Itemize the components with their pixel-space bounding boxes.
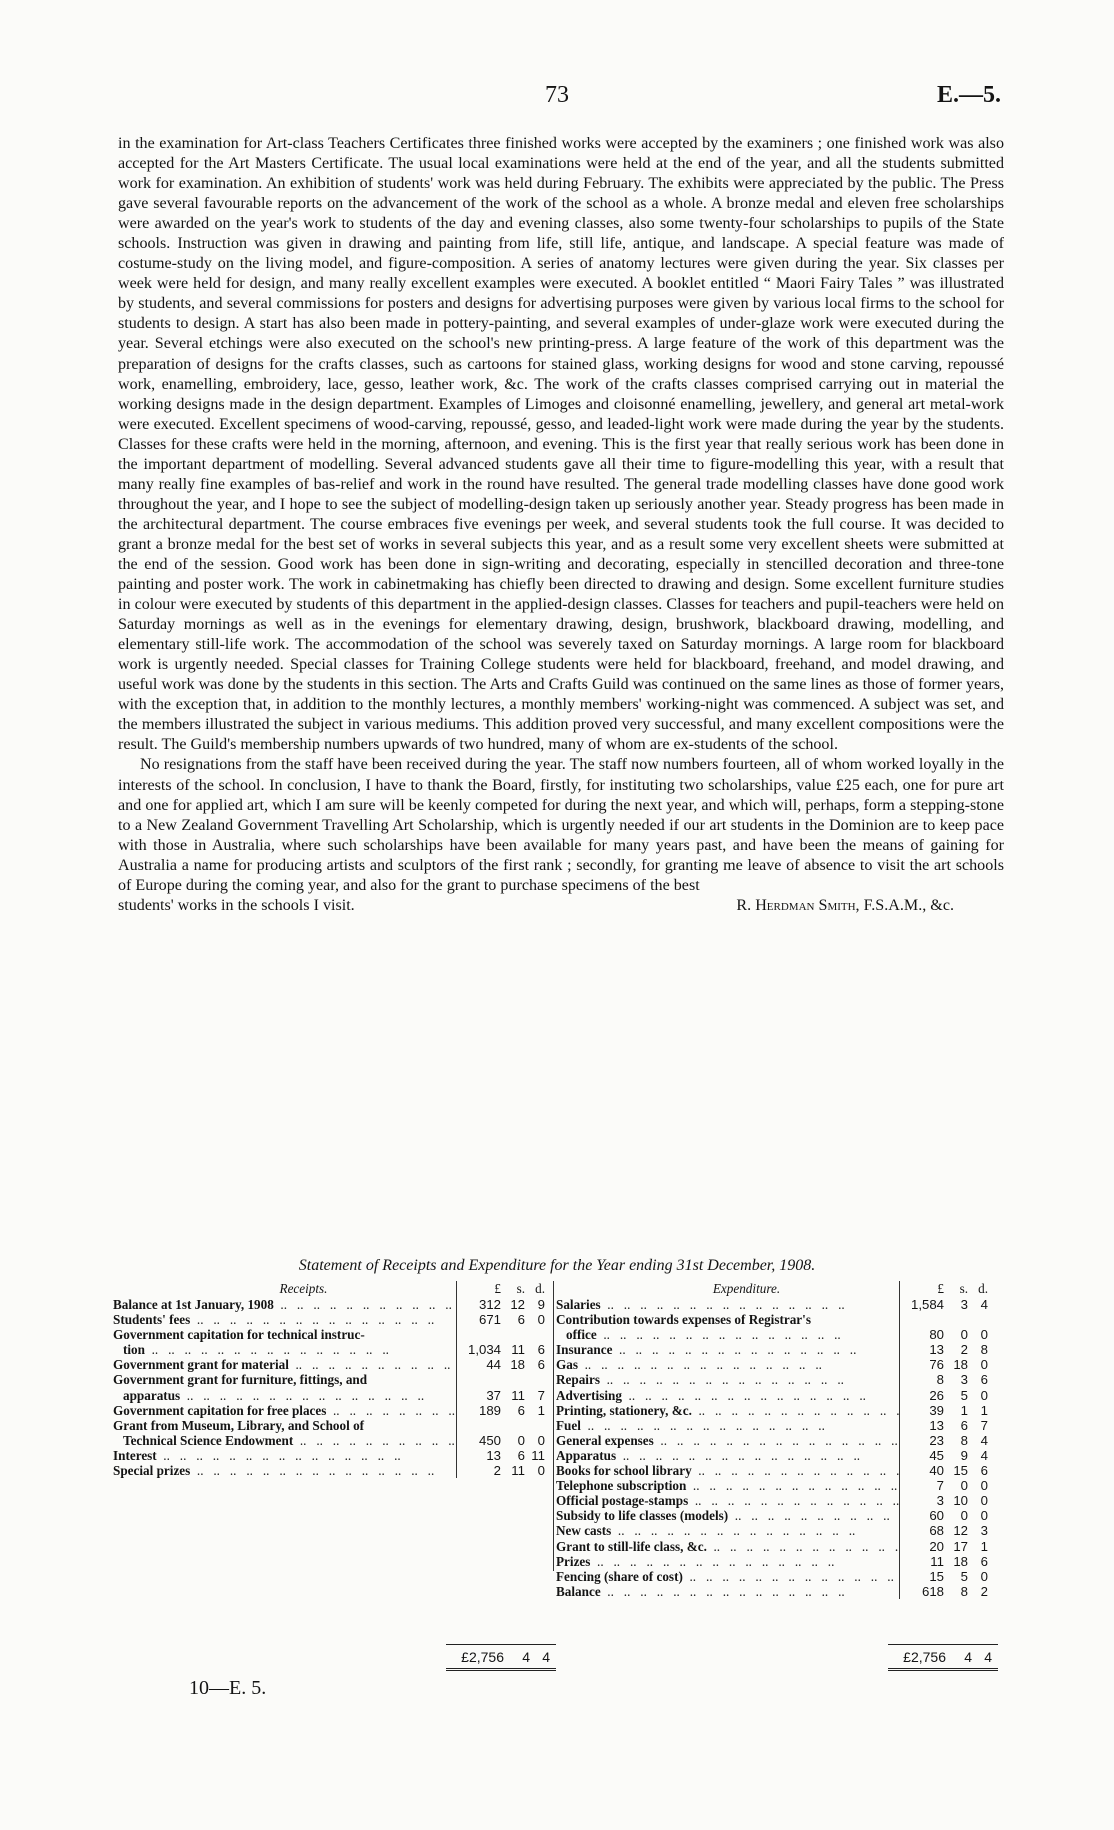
amount-shillings: 3 <box>960 1372 968 1388</box>
amount-shillings: 6 <box>517 1312 525 1328</box>
amount-pence <box>968 1312 988 1327</box>
table-row <box>111 1463 551 1478</box>
row-label: Salaries .. <box>554 1297 899 1312</box>
row-label: tion .. <box>111 1342 456 1357</box>
receipts-table <box>111 1281 551 1478</box>
table-row <box>111 1327 551 1342</box>
row-label: Subsidy to life classes (models) .. <box>554 1508 899 1523</box>
signature-credentials: F.S.A.M., &c. <box>863 896 954 914</box>
table-row <box>554 1508 994 1523</box>
amount-pence: 4 <box>980 1447 988 1463</box>
amount-pounds: 3 <box>936 1493 944 1509</box>
row-label: Balance at 1st January, 1908 .. <box>111 1297 456 1312</box>
row-label: Books for school library .. <box>554 1463 899 1478</box>
row-label: Contribution towards expenses of Registrar's <box>556 1312 811 1328</box>
amount-pounds: 68 <box>929 1523 944 1539</box>
amount-pence: 3 <box>980 1523 988 1539</box>
amount-pounds: 23 <box>929 1432 944 1448</box>
amount-shillings: 17 <box>953 1538 968 1554</box>
table-row <box>554 1418 994 1433</box>
amount-pounds: 37 <box>486 1387 501 1403</box>
row-label: Insurance .. <box>554 1342 899 1357</box>
row-label: Government capitation for technical instruc- <box>113 1327 365 1343</box>
table-row <box>111 1403 551 1418</box>
amount-shillings <box>501 1418 525 1433</box>
amount-pounds <box>457 1327 501 1342</box>
amount-pence: 2 <box>980 1583 988 1599</box>
paragraph: in the examination for Art-class Teachers Certificates three finished works were accepted by the examiners ; one finished work was also accepted for the Art Masters Certificate. The usual local examinations were held at the end of the year, and all the students submitted work for examination. An exhibition of students' work was held during February. The exhibits were appreciated by the public. The Press gave several favourable reports on the advancement of the work of the school as a whole. A bronze medal and eleven free scholarships were awarded on the year's work to students of the day and evening classes, also some twenty-four scholarships to pupils of the State schools. Instruction was given in drawing and painting from life, still life, antique, and landscape. A special feature was made of costume-study on the living model, and figure-composition. A series of anatomy lectures were given during the year. Six classes per week were held for design, and many really excellent examples were executed. A booklet entitled “ Maori Fairy Tales ” was illustrated by students, and several commissions for posters and designs for advertising purposes were given by various local firms to the school for students to design. A start has also been made in pottery-painting, and several examples of under-glaze work were executed during the year. Several etchings were also executed on the school's new printing-press. A large feature of the work of this department was the preparation of designs for the crafts classes, such as cartoons for stained glass, working designs for wood and stone carving, repoussé work, enamelling, embroidery, lace, gesso, leather work, &c. The work of the crafts classes comprised carrying out in material the working designs made in the design department. Examples of Limoges and cloisonné enamelling, jewellery, and general art metal-work were executed. Excellent specimens of wood-carving, repoussé, gesso, and leaded-light work were made during the year by the students. Classes for these crafts were held in the morning, afternoon, and evening. This is the first year that really serious work has been done in the important department of modelling. Several advanced students gave all their time to figure-modelling this year, with a result that many really fine examples of bas-relief and work in the round have resulted. The general trade modelling classes have done good work throughout the year, and I hope to see the subject of modelling-design taken up seriously another year. Steady progress has been made in the architectural department. The course embraces five evenings per week, and several students took the full course. It was decided to grant a bronze medal for the best set of works in several subjects this year, and as a result some very excellent sheets were submitted at the end of the session. Good work has been done in sign-writing and decorating, especially in stencilled decoration and three-tone painting and poster work. The work in cabinetmaking has chiefly been directed to drawing and design. Some excellent furniture studies in colour were executed by students of this department in the applied-design classes. Classes for teachers and pupil-teachers were held on Saturday mornings as well as in the evenings for elementary drawing, design, brushwork, blackboard drawing, modelling, and elementary still-life work. The accommodation of the school was severely taxed on Saturday mornings. A large room for blackboard work is urgently needed. Special classes for Training College students were held for blackboard, freehand, and model drawing, and useful work was done by the students in this section. The Arts and Crafts Guild was continued on the same lines as those of former years, with the exception that, in addition to the monthly lectures, a monthly members' working-night was commenced. A subject was set, and the members illustrated the subject in various mediums. This addition proved very successful, and many excellent compositions were the result. The Guild's membership numbers upwards of two hundred, many of whom are ex-students of the school. <box>118 135 1004 754</box>
amount-shillings: 11 <box>511 1463 525 1479</box>
closing-signature-row <box>118 896 954 916</box>
amount-shillings: 5 <box>960 1387 968 1403</box>
amount-shillings: 6 <box>517 1447 525 1463</box>
table-row <box>554 1463 994 1478</box>
row-label: Fencing (share of cost) .. <box>554 1569 899 1584</box>
table-row <box>554 1357 994 1372</box>
amount-pounds: 26 <box>929 1387 944 1403</box>
amount-shillings: 18 <box>953 1553 968 1569</box>
row-label: apparatus .. <box>111 1388 456 1403</box>
row-label: Government capitation for free places .. <box>111 1403 456 1418</box>
row-label: General expenses .. <box>554 1433 899 1448</box>
table-row <box>554 1388 994 1403</box>
expenditure-heading: Expenditure. <box>712 1281 781 1296</box>
amount-pence: 7 <box>537 1387 545 1403</box>
row-label: Repairs .. <box>554 1372 899 1387</box>
amount-pence: 6 <box>980 1553 988 1569</box>
row-label: Government grant for material .. <box>111 1357 456 1372</box>
amount-pence: 0 <box>537 1432 545 1448</box>
row-label: Prizes .. <box>554 1554 899 1569</box>
table-row <box>111 1297 551 1312</box>
table-row <box>111 1357 551 1372</box>
amount-pounds: 20 <box>929 1538 944 1554</box>
amount-pence: 4 <box>980 1297 988 1312</box>
amount-pence <box>525 1418 545 1433</box>
row-label: Apparatus .. <box>554 1448 899 1463</box>
table-row <box>111 1342 551 1357</box>
row-label: Official postage-stamps .. <box>554 1493 899 1508</box>
amount-shillings: 8 <box>960 1432 968 1448</box>
amount-pence <box>525 1372 545 1387</box>
table-row <box>111 1388 551 1403</box>
amount-shillings: 12 <box>953 1523 968 1539</box>
amount-shillings: 0 <box>960 1327 968 1343</box>
amount-pounds: 312 <box>478 1297 501 1312</box>
series-code: E.—5. <box>936 82 1001 108</box>
row-label: Technical Science Endowment .. <box>111 1433 456 1448</box>
amount-pounds <box>457 1418 501 1433</box>
row-label: Students' fees .. <box>111 1312 456 1327</box>
amount-pounds: 39 <box>929 1402 944 1418</box>
amount-pence: 0 <box>980 1357 988 1373</box>
row-label: Grant to still-life class, &c. .. <box>554 1539 899 1554</box>
table-row <box>554 1493 994 1508</box>
amount-pence: 6 <box>980 1463 988 1479</box>
table-row <box>554 1523 994 1538</box>
amount-pounds: 450 <box>478 1432 501 1448</box>
amount-pounds: 1,034 <box>467 1342 501 1358</box>
amount-shillings: 8 <box>960 1583 968 1599</box>
row-label: Interest .. <box>111 1448 456 1463</box>
receipts-rows <box>111 1297 551 1478</box>
amount-pence: 0 <box>537 1463 545 1479</box>
table-row <box>554 1372 994 1387</box>
table-row <box>111 1418 551 1433</box>
amount-pence: 1 <box>537 1402 545 1418</box>
amount-shillings: 0 <box>960 1478 968 1494</box>
amount-pounds <box>900 1312 944 1327</box>
amount-pence: 8 <box>980 1342 988 1358</box>
closing-line: students' works in the schools I visit. <box>118 896 355 914</box>
row-label: Grant from Museum, Library, and School of <box>113 1417 365 1433</box>
amount-pounds: 7 <box>936 1478 944 1494</box>
receipts-header: Receipts. £ s. d. <box>111 1281 551 1297</box>
amount-pounds: 618 <box>921 1583 944 1599</box>
row-label: Printing, stationery, &c. .. <box>554 1403 899 1418</box>
amount-pence: 9 <box>537 1297 545 1312</box>
amount-pence: 0 <box>980 1387 988 1403</box>
amount-pounds: 2 <box>493 1463 501 1479</box>
amount-pence: 6 <box>537 1357 545 1373</box>
row-label: New casts .. <box>554 1523 899 1538</box>
amount-shillings <box>944 1312 968 1327</box>
table-row <box>554 1342 994 1357</box>
table-row <box>554 1403 994 1418</box>
amount-shillings <box>501 1327 525 1342</box>
amount-pounds: 13 <box>929 1417 944 1433</box>
amount-shillings: 15 <box>953 1463 968 1479</box>
amount-pence: 6 <box>980 1372 988 1388</box>
receipts-heading: Receipts. <box>279 1281 328 1296</box>
amount-pence: 7 <box>980 1417 988 1433</box>
amount-shillings: 18 <box>510 1357 525 1373</box>
amount-pounds: 45 <box>929 1447 944 1463</box>
footer-code: 10—E. 5. <box>189 1677 267 1699</box>
statement-title: Statement of Receipts and Expenditure for the Year ending 31st December, 1908. <box>298 1257 816 1274</box>
amount-pence: 1 <box>980 1402 988 1418</box>
amount-shillings: 1 <box>960 1402 968 1418</box>
row-label: Special prizes .. <box>111 1463 456 1478</box>
table-row <box>554 1448 994 1463</box>
table-row <box>554 1327 994 1342</box>
row-label: Balance .. <box>554 1584 899 1599</box>
amount-pounds: 189 <box>478 1402 501 1418</box>
row-label: Telephone subscription .. <box>554 1478 899 1493</box>
row-label: Fuel .. <box>554 1418 899 1433</box>
amount-shillings: 11 <box>511 1342 525 1358</box>
amount-shillings: 11 <box>511 1387 525 1403</box>
amount-shillings: 0 <box>960 1508 968 1524</box>
table-row <box>554 1297 994 1312</box>
amount-pounds <box>457 1372 501 1387</box>
amount-pence: 11 <box>531 1447 545 1463</box>
amount-shillings: 9 <box>960 1447 968 1463</box>
expenditure-total: £2,756 4 4 <box>888 1644 998 1671</box>
amount-shillings: 12 <box>510 1297 525 1312</box>
amount-pounds: 76 <box>929 1357 944 1373</box>
amount-shillings: 18 <box>953 1357 968 1373</box>
amount-pounds: 671 <box>478 1312 501 1328</box>
amount-pounds: 13 <box>929 1342 944 1358</box>
table-row <box>111 1448 551 1463</box>
amount-pence: 0 <box>980 1478 988 1494</box>
row-label: Government grant for furniture, fittings, and <box>113 1372 368 1388</box>
amount-shillings: 3 <box>960 1297 968 1312</box>
amount-pence: 0 <box>980 1568 988 1584</box>
amount-pounds: 80 <box>929 1327 944 1343</box>
amount-shillings: 6 <box>517 1402 525 1418</box>
amount-shillings: 10 <box>953 1493 968 1509</box>
receipts-total: £2,756 4 4 <box>446 1644 556 1671</box>
expenditure-header: Expenditure. £ s. d. <box>554 1281 994 1297</box>
row-label: Advertising .. <box>554 1388 899 1403</box>
table-row <box>111 1312 551 1327</box>
amount-pence: 0 <box>537 1312 545 1328</box>
amount-pence <box>525 1327 545 1342</box>
paragraph: No resignations from the staff have been received during the year. The staff now numbers fourteen, all of whom worked loyally in the interests of the school. In conclusion, I have to thank the Board, firstly, for instituting two scholarships, value £25 each, one for pure art and one for applied art, which I am sure will be keenly competed for during the next year, and which will, perhaps, form a stepping-stone to a New Zealand Government Travelling Art Scholarship, which is urgently needed if our art students in the Dominion are to keep pace with those in Australia, where such scholarships have been available for many years past, and have been the means of gaining for Australia a name for producing artists and sculptors of the first rank ; secondly, for granting me leave of absence to visit the art schools of Europe during the coming year, and also for the grant to purchase specimens of the best <box>118 756 1004 894</box>
amount-pounds: 1,584 <box>910 1297 944 1312</box>
amount-pounds: 13 <box>486 1447 501 1463</box>
expenditure-table <box>553 1281 994 1599</box>
amount-pounds: 44 <box>486 1357 501 1373</box>
amount-pence: 0 <box>980 1327 988 1343</box>
page-number: 73 <box>545 82 569 108</box>
report-body <box>118 134 1004 916</box>
table-row <box>111 1372 551 1387</box>
amount-pounds: 8 <box>936 1372 944 1388</box>
amount-pence: 1 <box>980 1538 988 1554</box>
amount-shillings: 5 <box>960 1568 968 1584</box>
signature-name: R. Herdman Smith, <box>736 896 860 914</box>
amount-shillings: 6 <box>960 1417 968 1433</box>
amount-pence: 6 <box>537 1342 545 1358</box>
amount-pounds: 11 <box>930 1553 944 1569</box>
amount-shillings: 0 <box>517 1432 525 1448</box>
amount-shillings <box>501 1372 525 1387</box>
table-row <box>111 1433 551 1448</box>
row-label: office .. <box>554 1327 899 1342</box>
amount-pounds: 40 <box>929 1463 944 1479</box>
amount-shillings: 2 <box>960 1342 968 1358</box>
table-row <box>554 1554 994 1569</box>
table-row <box>554 1312 994 1327</box>
table-row <box>554 1569 994 1584</box>
amount-pence: 0 <box>980 1493 988 1509</box>
table-row <box>554 1433 994 1448</box>
table-row <box>554 1478 994 1493</box>
expenditure-rows <box>554 1297 994 1599</box>
amount-pounds: 15 <box>929 1568 944 1584</box>
amount-pence: 4 <box>980 1432 988 1448</box>
signature <box>736 896 954 916</box>
table-row <box>554 1584 994 1599</box>
amount-pence: 0 <box>980 1508 988 1524</box>
table-row <box>554 1539 994 1554</box>
amount-pounds: 60 <box>929 1508 944 1524</box>
row-label: Gas .. <box>554 1357 899 1372</box>
